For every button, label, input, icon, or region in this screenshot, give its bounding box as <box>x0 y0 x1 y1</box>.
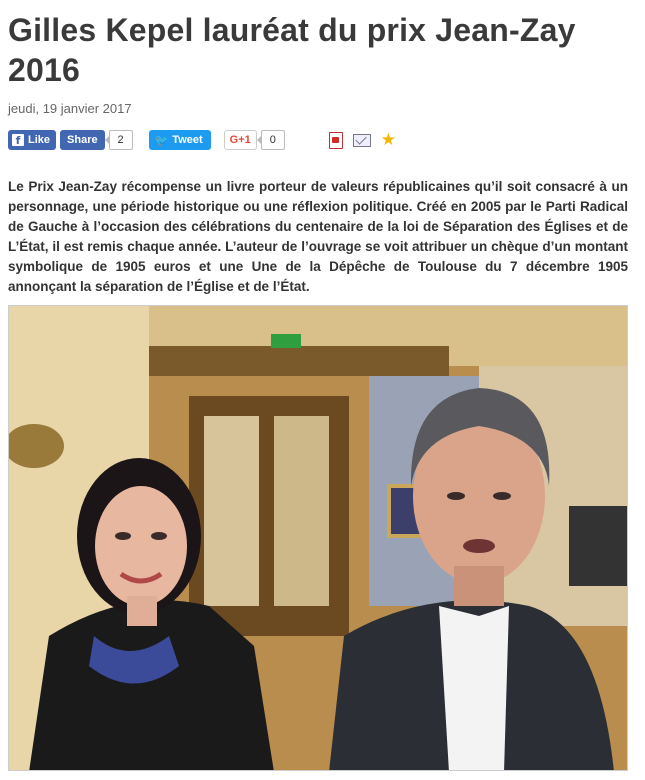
like-label: Like <box>28 134 51 146</box>
article-date: jeudi, 19 janvier 2017 <box>8 101 132 116</box>
pdf-icon[interactable] <box>329 132 343 149</box>
facebook-like-button[interactable] <box>8 130 56 150</box>
email-icon[interactable] <box>353 134 371 147</box>
article-photo <box>8 305 628 771</box>
share-count: 2 <box>109 130 133 150</box>
article-body: Le Prix Jean-Zay récompense un livre porteur de valeurs républicaines qu’il soit consacré à un personnage, une période historique ou une réflexion politique. Créé en 2005 par le Parti Radical de Gauche à l’occasion des célébrations du centenaire de la loi de Séparation des Églises et de L’État, il est remis chaque année. L’auteur de l’ouvrage se voit attribuer un chèque d’un montant symbolique de 1905 euros et une Une de la Dépêche de Toulouse du 7 décembre 1905 annonçant la séparation de l’Église et de l’État. <box>8 179 628 294</box>
article-title: Gilles Kepel lauréat du prix Jean-Zay 2016 <box>8 12 576 88</box>
article-tools <box>329 132 406 149</box>
photo-illustration <box>9 306 628 771</box>
share-label: Share <box>67 134 98 146</box>
tweet-button[interactable] <box>149 130 211 150</box>
tweet-label: Tweet <box>172 134 203 146</box>
facebook-icon: f <box>12 134 24 146</box>
gplus-count: 0 <box>261 130 285 150</box>
twitter-bird-icon: 🐦 <box>154 133 169 147</box>
gplus-label: G+1 <box>229 134 251 146</box>
star-icon[interactable]: ★ <box>380 130 397 150</box>
share-bar <box>8 129 406 151</box>
google-plus-button[interactable] <box>224 130 257 150</box>
facebook-share-button[interactable] <box>60 130 105 150</box>
